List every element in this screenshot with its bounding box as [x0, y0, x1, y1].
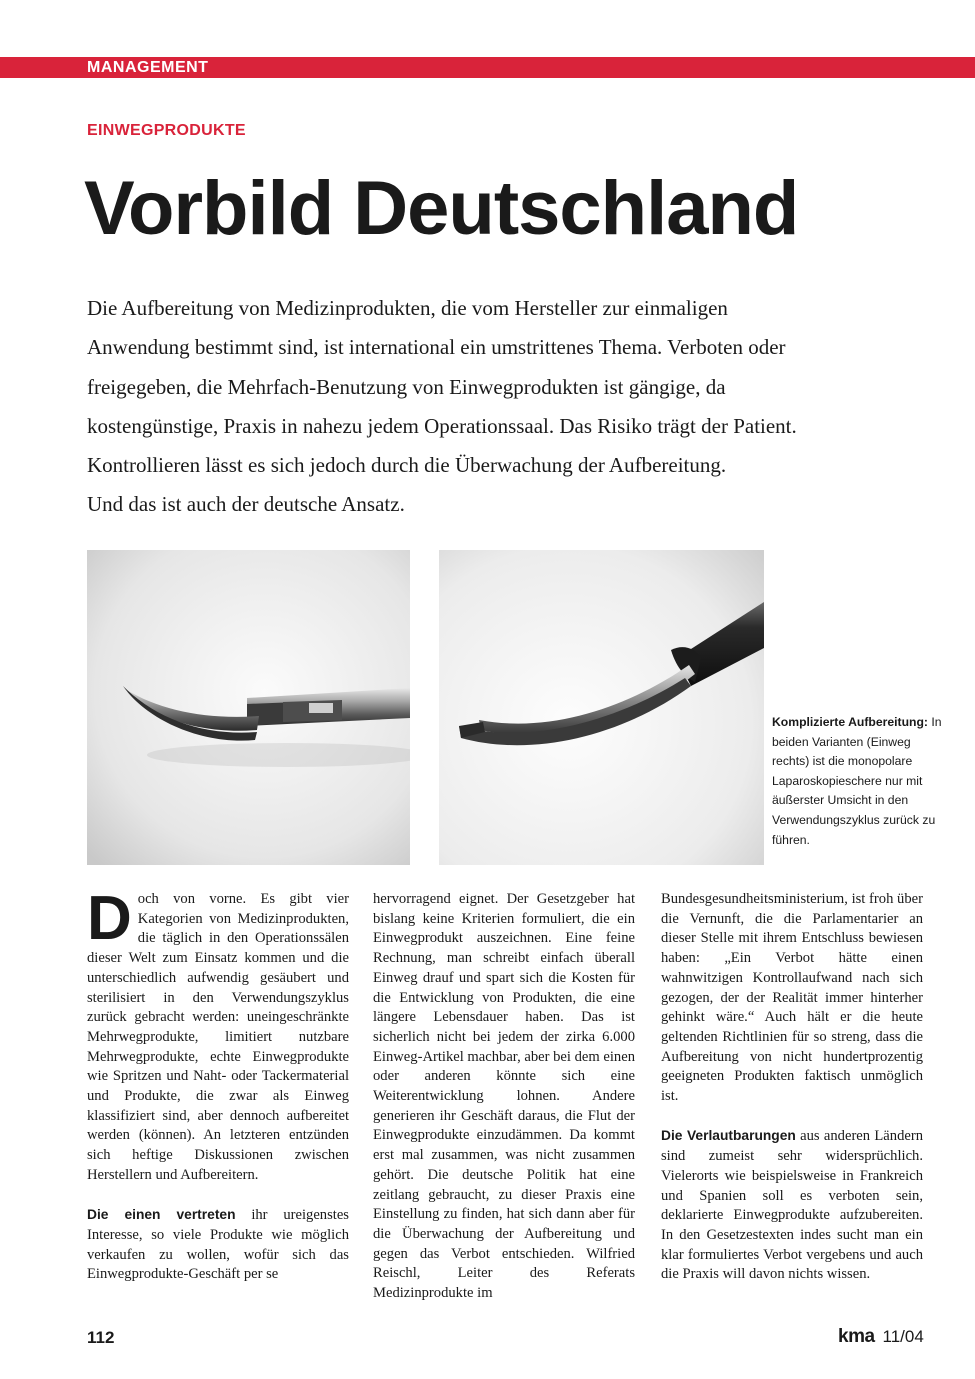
photo-reusable-scissors [87, 550, 410, 865]
lead-line: freigegeben, die Mehrfach-Benutzung von Einwegprodukten ist gängige, da [87, 374, 726, 399]
lead-line: Anwendung bestimmt sind, ist international ein umstrittenes Thema. Verboten oder [87, 335, 786, 360]
paragraph-text: ihr ureigenstes Interesse, so viele Produkte wie möglich verkaufen zu wollen, wofür sich das Einwegprodukte-Geschäft per se [87, 1207, 349, 1283]
lead-line: Und das ist auch der deutsche Ansatz. [87, 492, 405, 517]
issue-number: 11/04 [882, 1327, 924, 1346]
lead-line: Kontrollieren lässt es sich jedoch durch die Überwachung der Aufbereitung. [87, 453, 727, 478]
body-column-3 [661, 890, 923, 1285]
body-column-1 [87, 884, 349, 1285]
paragraph [373, 890, 635, 1304]
paragraph-lead-in: Die einen vertreten [87, 1207, 236, 1223]
lead-line: kostengünstige, Praxis in nahezu jedem Operationssaal. Das Risiko trägt der Patient. [87, 413, 797, 438]
paragraph [661, 890, 923, 1107]
page-number: 112 [87, 1328, 115, 1347]
article-title: Vorbild Deutschland [84, 166, 799, 251]
footer-brand [838, 1326, 924, 1348]
paragraph-text: aus anderen Ländern sind zumeist sehr widersprüchlich. Vielerorts wie beispielsweise in Frankreich und Spanien soll es verboten sein, deklarierte Einwegprodukte aufzubereiten. In den Gesetzestexten indes sucht man ein klar formuliertes Verbot vergebens und auch die Praxis will davon nichts wissen. [661, 1128, 923, 1283]
article-lead [87, 289, 907, 525]
caption-lead: Komplizierte Aufbereitung: [772, 715, 928, 729]
photo-caption [772, 713, 942, 850]
drop-cap: D [87, 884, 132, 953]
paragraph-text: och von vorne. Es gibt vier Kategorien von Medizinprodukten, die täglich in den Operationssälen dieser Welt zum Einsatz kommen und die unterschiedlich aufwendig gesäubert und sterilisiert in den Verwendungszyklus zurück gebracht werden: uneingeschränkte Mehrwegprodukte, limitiert nutzbare Mehrwegprodukte, echte Einwegprodukte wie Spritzen und Naht- oder Tackermaterial und Produkte, die zwar als Einweg klassifiziert sind, aber dennoch aufbereitet werden (können). An letzteren entzünden sich heftige Diskussionen zwischen Herstellern und Aufbereitern. [87, 891, 349, 1183]
paragraph [661, 1126, 923, 1285]
body-column-2 [373, 890, 635, 1304]
article-kicker: EINWEGPRODUKTE [87, 122, 246, 139]
paragraph [87, 884, 349, 1186]
paragraph-lead-in: Die Verlautbarungen [661, 1128, 796, 1144]
paragraph [87, 1205, 349, 1285]
photo-disposable-scissors [439, 550, 764, 865]
paragraph-text: hervorragend eignet. Der Gesetzgeber hat bislang keine Kriterien formuliert, die ein Einwegprodukt auszeichnen. Eine feine Rechnung, man schreibt einfach überall Einweg drauf und spart sich die Kosten für die Entwicklung von Produkten, die eine längere Lebensdauer haben. Das ist sicherlich nicht bei jedem der zirka 6.000 Einweg-Artikel machbar, aber bei dem einen oder anderen könnte sich eine Weiterentwicklung lohnen. Andere generieren ihr Geschäft daraus, die Flut der Einwegprodukte einzudämmen. Da kommt erst mal zusammen, was nicht zusammen gehört. Die deutsche Politik hat eine zeitlang gebraucht, zu dieser Praxis eine Einstellung zu finden, hat sich dann aber für die Überwachung der Aufbereitung und gegen das Verbot entschieden. Wilfried Reischl, Leiter des Referats Medizinprodukte im [373, 891, 635, 1302]
kma-logo: kma [838, 1326, 875, 1347]
section-label: MANAGEMENT [87, 59, 209, 76]
caption-text: In beiden Varianten (Einweg rechts) ist die monopolare Laparoskopieschere nur mit äußerster Umsicht in den Verwendungszyklus zurück zu führen. [772, 715, 942, 847]
lead-line: Die Aufbereitung von Medizinprodukten, die vom Hersteller zur einmaligen [87, 296, 728, 320]
paragraph-text: Bundesgesundheitsministerium, ist froh über die Vernunft, die die Parlamentarier an dieser Stelle mit ihrem Entschluss bewiesen haben: „Ein Verbot hätte einen wahnwitzigen Kontrollaufwand nach sich gezogen, der der Realität immer hinterher gehinkt wäre.“ Auch hält er die heute geltenden Richtlinien für so streng, dass die Aufbereitung von nicht hundertprozentig geeigneten Produkten faktisch unmöglich ist. [661, 891, 923, 1105]
